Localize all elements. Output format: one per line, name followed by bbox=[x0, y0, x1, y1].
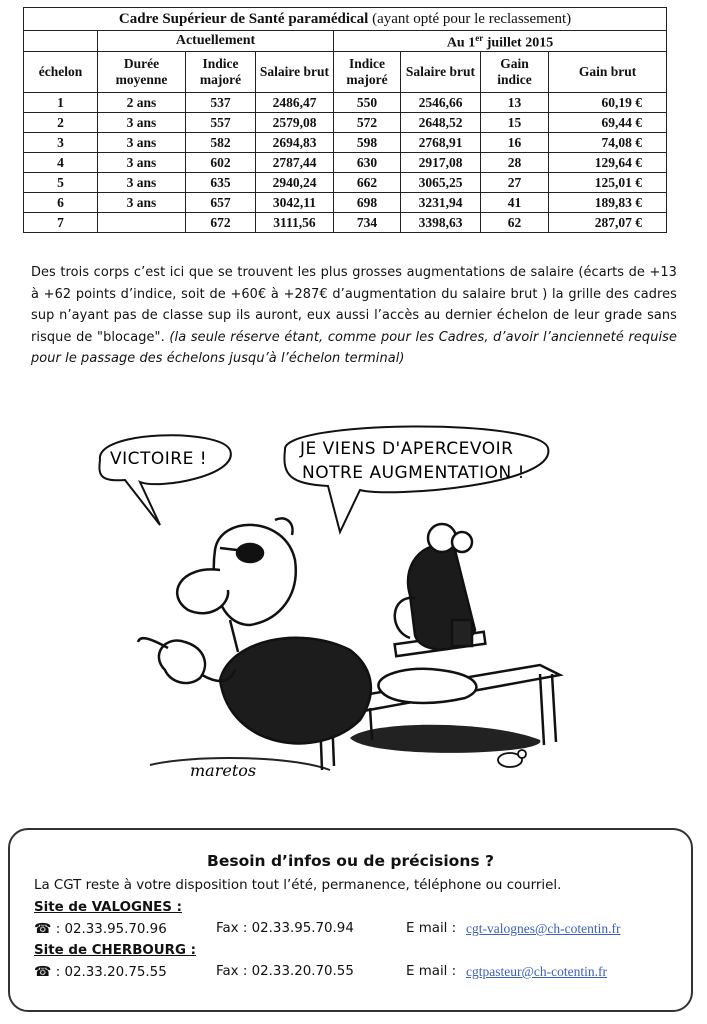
table-row bbox=[24, 152, 667, 172]
salary-grid-table bbox=[23, 7, 667, 233]
cell-gain-brut: 60,19 € bbox=[549, 92, 667, 112]
phone-icon: ☎ bbox=[34, 921, 52, 937]
cell-gain-indice: 28 bbox=[481, 152, 549, 172]
cell-gain-indice: 16 bbox=[481, 132, 549, 152]
table-row bbox=[24, 172, 667, 192]
cell-indice: 657 bbox=[186, 192, 256, 212]
cell-gain-indice: 62 bbox=[481, 212, 549, 232]
cell-echelon: 3 bbox=[24, 132, 98, 152]
cell-indice: 582 bbox=[186, 132, 256, 152]
email-link-cherbourg[interactable]: cgtpasteur@ch-cotentin.fr bbox=[466, 964, 607, 979]
fax-cherbourg: Fax : 02.33.20.70.55 bbox=[216, 964, 354, 979]
group-future-sup: er bbox=[475, 33, 484, 43]
cell-duree: 3 ans bbox=[98, 152, 186, 172]
cell-indice-new: 598 bbox=[334, 132, 401, 152]
cell-echelon: 1 bbox=[24, 92, 98, 112]
cell-indice-new: 698 bbox=[334, 192, 401, 212]
cell-indice-new: 630 bbox=[334, 152, 401, 172]
cell-echelon: 6 bbox=[24, 192, 98, 212]
cell-indice-new: 662 bbox=[334, 172, 401, 192]
cell-indice-new: 550 bbox=[334, 92, 401, 112]
cell-indice: 537 bbox=[186, 92, 256, 112]
cell-indice: 557 bbox=[186, 112, 256, 132]
email-link-valognes[interactable]: cgt-valognes@ch-cotentin.fr bbox=[466, 921, 621, 936]
paragraph-text: Des trois corps c’est ici que se trouvent les plus grosses augmentations de salaire (écarts de +13 à +62 points d’indice, soit de +60€ à +287€ d’augmentation du salaire brut ) la grille des cadres sup n’ayant pas de classe sup ils auront, eux aussi l’accès au dernier échelon de leur grade sans risque de "blocage". bbox=[31, 265, 677, 345]
cell-indice-new: 572 bbox=[334, 112, 401, 132]
bubble-right-line2: NOTRE AUGMENTATION ! bbox=[302, 463, 525, 483]
header-salaire-future: Salaire brut bbox=[401, 51, 481, 92]
table-row bbox=[24, 132, 667, 152]
table-header-row bbox=[24, 51, 667, 92]
group-empty-cell bbox=[24, 31, 98, 52]
cell-salaire: 3042,11 bbox=[256, 192, 334, 212]
cell-duree: 3 ans bbox=[98, 112, 186, 132]
cell-salaire: 2579,08 bbox=[256, 112, 334, 132]
cell-salaire: 2787,44 bbox=[256, 152, 334, 172]
phone-cherbourg-number: : 02.33.20.75.55 bbox=[55, 965, 167, 980]
cell-salaire: 2694,83 bbox=[256, 132, 334, 152]
phone-cherbourg bbox=[34, 964, 167, 980]
table-title-row bbox=[24, 8, 667, 31]
cell-gain-brut: 69,44 € bbox=[549, 112, 667, 132]
cartoon-signature: maretos bbox=[190, 761, 257, 780]
cell-salaire-new: 3231,94 bbox=[401, 192, 481, 212]
cell-indice-new: 734 bbox=[334, 212, 401, 232]
bubble-right-line1: JE VIENS D'APERCEVOIR bbox=[300, 439, 514, 459]
header-indice-current: Indice majoré bbox=[186, 51, 256, 92]
cell-echelon: 2 bbox=[24, 112, 98, 132]
cell-salaire-new: 2768,91 bbox=[401, 132, 481, 152]
explanation-paragraph bbox=[31, 262, 677, 370]
floor-shadow bbox=[350, 725, 540, 753]
cell-salaire-new: 3065,25 bbox=[401, 172, 481, 192]
cell-echelon: 4 bbox=[24, 152, 98, 172]
small-bird bbox=[498, 750, 526, 767]
header-gain-brut: Gain brut bbox=[549, 51, 667, 92]
header-gain-indice: Gain indice bbox=[481, 51, 549, 92]
info-intro: La CGT reste à votre disposition tout l’été, permanence, téléphone ou courriel. bbox=[34, 878, 562, 893]
cell-duree: 3 ans bbox=[98, 132, 186, 152]
group-current: Actuellement bbox=[98, 31, 334, 52]
group-future-suffix: juillet 2015 bbox=[483, 35, 554, 51]
site-valognes-title: Site de VALOGNES : bbox=[34, 900, 182, 915]
table-body bbox=[24, 92, 667, 232]
header-echelon: échelon bbox=[24, 51, 98, 92]
cartoon-illustration bbox=[70, 420, 630, 800]
cell-salaire: 2940,24 bbox=[256, 172, 334, 192]
cell-salaire-new: 3398,63 bbox=[401, 212, 481, 232]
phone-icon: ☎ bbox=[34, 964, 52, 980]
group-future-prefix: Au 1 bbox=[446, 35, 476, 51]
phone-valognes bbox=[34, 921, 167, 937]
cartoon-man bbox=[138, 518, 371, 743]
cell-salaire: 3111,56 bbox=[256, 212, 334, 232]
cell-gain-indice: 41 bbox=[481, 192, 549, 212]
table-row bbox=[24, 192, 667, 212]
fax-valognes: Fax : 02.33.95.70.94 bbox=[216, 921, 354, 936]
group-future bbox=[334, 31, 667, 52]
table-row bbox=[24, 112, 667, 132]
contact-info-box bbox=[8, 828, 693, 1012]
cell-duree: 2 ans bbox=[98, 92, 186, 112]
cell-gain-brut: 74,08 € bbox=[549, 132, 667, 152]
cell-indice: 672 bbox=[186, 212, 256, 232]
table-title-bold: Cadre Supérieur de Santé paramédical bbox=[118, 10, 369, 27]
cell-indice: 602 bbox=[186, 152, 256, 172]
cell-echelon: 7 bbox=[24, 212, 98, 232]
cell-gain-brut: 125,01 € bbox=[549, 172, 667, 192]
header-salaire-current: Salaire brut bbox=[256, 51, 334, 92]
cell-gain-brut: 189,83 € bbox=[549, 192, 667, 212]
header-indice-future: Indice majoré bbox=[334, 51, 401, 92]
cell-gain-indice: 15 bbox=[481, 112, 549, 132]
site-valognes-contacts bbox=[34, 921, 674, 941]
bubble-left-text: VICTOIRE ! bbox=[110, 449, 208, 469]
cell-duree: 3 ans bbox=[98, 172, 186, 192]
phone-valognes-number: : 02.33.95.70.96 bbox=[55, 922, 167, 937]
paragraph-italic-note: (la seule réserve étant, comme pour les Cadres, d’avoir l’ancienneté requise pour le passage des échelons jusqu’à l’échelon terminal) bbox=[31, 329, 678, 366]
cell-gain-brut: 129,64 € bbox=[549, 152, 667, 172]
cell-salaire-new: 2546,66 bbox=[401, 92, 481, 112]
cell-salaire-new: 2917,08 bbox=[401, 152, 481, 172]
table-title bbox=[24, 8, 667, 31]
table-group-row bbox=[24, 31, 667, 52]
mail-label-valognes: E mail : bbox=[406, 921, 457, 936]
table-row bbox=[24, 92, 667, 112]
table-title-note: (ayant opté pour le reclassement) bbox=[372, 10, 572, 27]
cell-duree: 3 ans bbox=[98, 192, 186, 212]
cell-echelon: 5 bbox=[24, 172, 98, 192]
info-heading: Besoin d’infos ou de précisions ? bbox=[207, 852, 494, 870]
site-cherbourg-title: Site de CHERBOURG : bbox=[34, 943, 196, 958]
cell-salaire-new: 2648,52 bbox=[401, 112, 481, 132]
header-duree: Durée moyenne bbox=[98, 51, 186, 92]
cell-gain-brut: 287,07 € bbox=[549, 212, 667, 232]
cell-salaire: 2486,47 bbox=[256, 92, 334, 112]
table-row bbox=[24, 212, 667, 232]
cell-gain-indice: 27 bbox=[481, 172, 549, 192]
cell-indice: 635 bbox=[186, 172, 256, 192]
site-cherbourg-contacts bbox=[34, 964, 674, 984]
cell-gain-indice: 13 bbox=[481, 92, 549, 112]
cell-duree bbox=[98, 212, 186, 232]
mail-label-cherbourg: E mail : bbox=[406, 964, 457, 979]
